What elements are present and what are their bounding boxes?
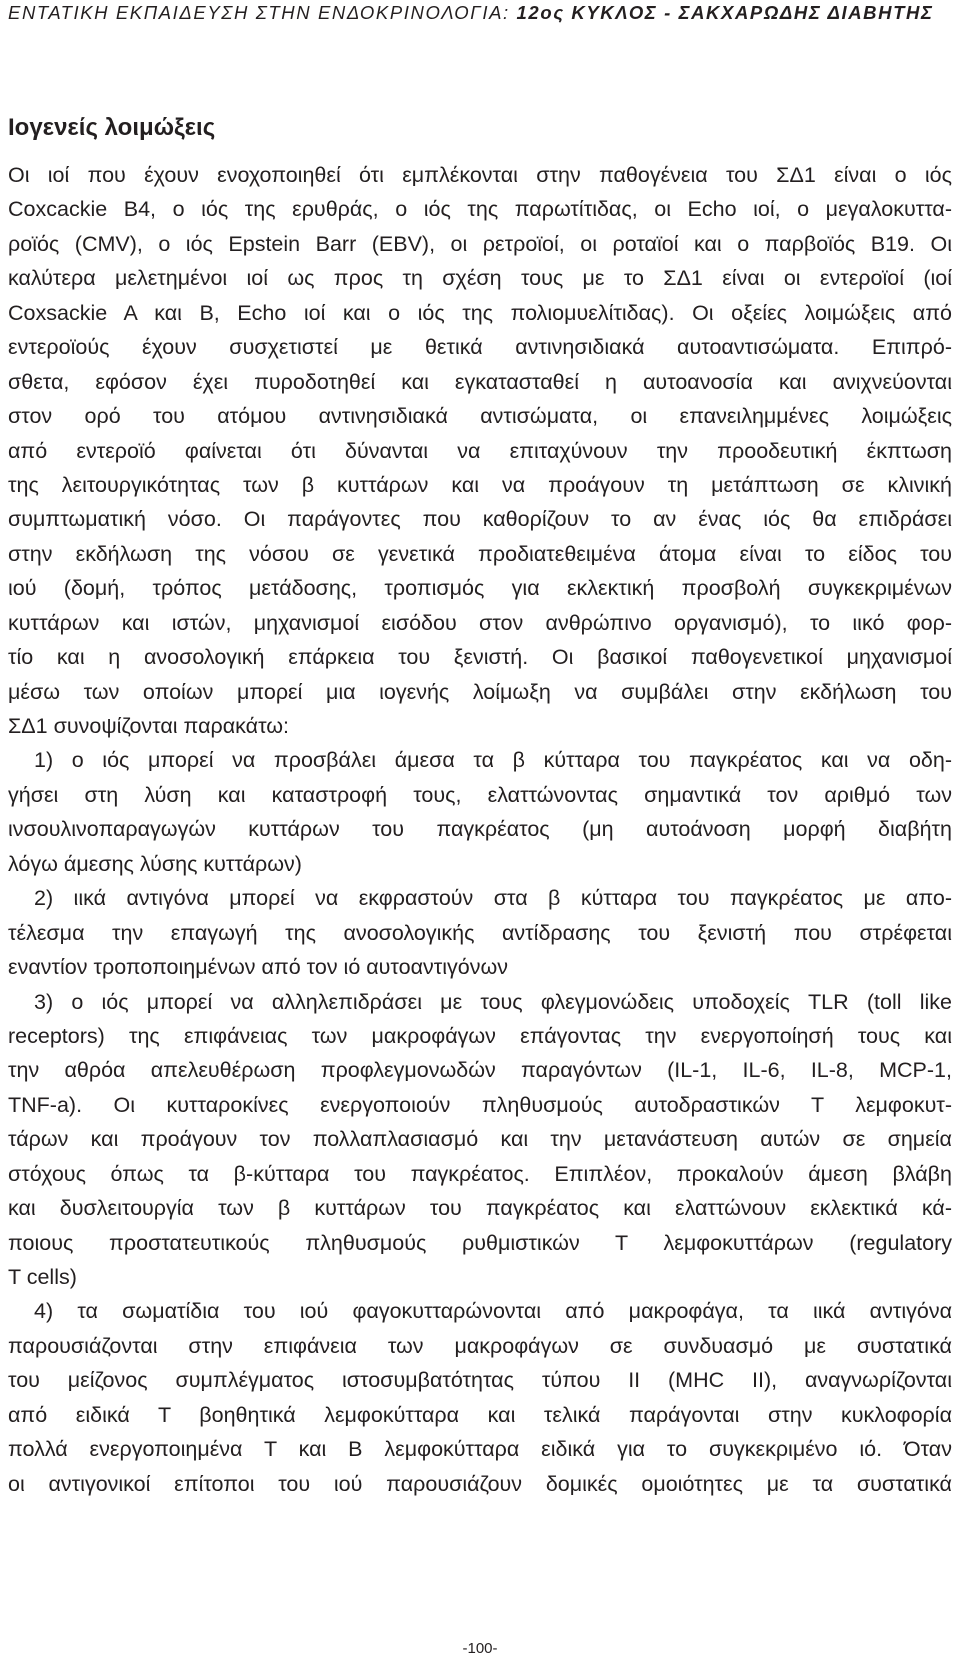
- running-header-title: ΕΝΤΑΤΙΚΗ ΕΚΠΑΙΔΕΥΣΗ ΣΤΗΝ ΕΝΔΟΚΡΙΝΟΛΟΓΙΑ:: [8, 2, 517, 23]
- text-line: εναντίον τροποποιημένων από τον ιό αυτοαντιγόνων: [8, 955, 509, 980]
- text-line: ιού (δομή, τρόπος μετάδοσης, τροπισμός για εκλεκτική προσβολή συγκεκριμένων: [8, 576, 952, 601]
- text-line: στον ορό του ατόμου αντινησιδιακά αντισώματα, οι επανειλημμένες λοιμώξεις: [8, 404, 952, 429]
- text-line: κυττάρων και ιστών, μηχανισμοί εισόδου στον ανθρώπινο οργανισμό), το ιικό φορ-: [8, 610, 952, 635]
- text-line: 4) τα σωματίδια του ιού φαγοκυτταρώνονται από μακροφάγα, τα ιικά αντιγόνα: [34, 1299, 952, 1324]
- text-line: και δυσλειτουργία των β κυττάρων του παγκρέατος και ελαττώνουν εκλεκτικά κά-: [8, 1196, 952, 1221]
- text-line: στην εκδήλωση της νόσου σε γενετικά προδιατεθειμένα άτομα είναι το είδος του: [8, 541, 952, 566]
- text-line: τάρων και προάγουν τον πολλαπλασιασμό και την μετανάστευση αυτών σε σημεία: [8, 1127, 952, 1152]
- text-line: πολλά ενεργοποιημένα Τ και Β λεμφοκύτταρα ειδικά για το συγκεκριμένο ιό. Όταν: [8, 1437, 952, 1462]
- text-line: τίο και η ανοσολογική επάρκεια του ξενιστή. Οι βασικοί παθογενετικοί μηχανισμοί: [8, 645, 952, 670]
- text-line: ΣΔ1 συνοψίζονται παρακάτω:: [8, 714, 290, 738]
- text-line: του μείζονος συμπλέγματος ιστοσυμβατότητας τύπου ΙΙ (MHC II), αναγνωρίζονται: [8, 1368, 952, 1393]
- text-line: 3) ο ιός μπορεί να αλληλεπιδράσει με τους φλεγμονώδεις υποδοχείς TLR (toll like: [34, 989, 952, 1014]
- text-line: ποιους προστατευτικούς πληθυσμούς ρυθμιστικών Τ λεμφοκυττάρων (regulatory: [8, 1230, 952, 1255]
- text-line: παρουσιάζονται στην επιφάνεια των μακροφάγων σε συνδυασμό με συστατικά: [8, 1333, 952, 1358]
- text-line: 1) ο ιός μπορεί να προσβάλει άμεσα τα β κύτταρα του παγκρέατος και να οδη-: [34, 748, 952, 773]
- text-line: εντεροϊούς έχουν συσχετιστεί με θετικά αντινησιδιακά αυτοαντισώματα. Επιπρό-: [8, 335, 952, 360]
- text-line: 2) ιικά αντιγόνα μπορεί να εκφραστούν στα β κύτταρα του παγκρέατος με απο-: [34, 886, 952, 911]
- text-line: ινσουλινοπαραγωγών κυττάρων του παγκρέατος (μη αυτοάνοση μορφή διαβήτη: [8, 817, 952, 842]
- text-line: τέλεσμα την επαγωγή της ανοσολογικής αντίδρασης του ξενιστή που στρέφεται: [8, 920, 952, 945]
- text-line: Coxsackie A και B, Echo ιοί και ο ιός της πολιομυελίτιδας). Οι οξείες λοιμώξεις από: [8, 300, 952, 325]
- section-title: Ιογενείς λοιμώξεις: [8, 114, 216, 141]
- page-number: -100-: [462, 1640, 498, 1657]
- running-header-cycle: 12ος ΚΥΚΛΟΣ - ΣΑΚΧΑΡΩΔΗΣ ΔΙΑΒΗΤΗΣ: [516, 2, 934, 23]
- body-text: [8, 158, 952, 1501]
- text-line: λόγω άμεσης λύσης κυττάρων): [8, 851, 302, 876]
- text-line: από εντεροϊό φαίνεται ότι δύνανται να επιταχύνουν την προοδευτική έκπτωση: [8, 438, 952, 463]
- text-line: την αθρόα απελευθέρωση προφλεγμονωδών παραγόντων (IL-1, IL-6, IL-8, MCP-1,: [8, 1058, 952, 1083]
- text-line: ροϊός (CMV), ο ιός Epstein Barr (EBV), οι ρετροϊοί, οι ροταϊοί και ο παρβοϊός B19. Οι: [8, 231, 952, 256]
- running-header: [8, 2, 952, 24]
- text-line: καλύτερα μελετημένοι ιοί ως προς τη σχέση τους με το ΣΔ1 είναι οι εντεροϊοί (ιοί: [8, 266, 952, 291]
- text-line: γήσει στη λύση και καταστροφή τους, ελαττώνοντας σημαντικά τον αριθμό των: [8, 782, 952, 807]
- text-line: TNF-a). Οι κυτταροκίνες ενεργοποιούν πληθυσμούς αυτοδραστικών Τ λεμφοκυτ-: [8, 1092, 952, 1117]
- text-line: μέσω των οποίων μπορεί μια ιογενής λοίμωξη να συμβάλει στην εκδήλωση του: [8, 679, 952, 704]
- text-line: της λειτουργικότητας των β κυττάρων και να προάγουν τη μετάπτωση σε κλινική: [8, 472, 952, 497]
- text-line: Coxcackie B4, ο ιός της ερυθράς, ο ιός της παρωτίτιδας, οι Echo ιοί, ο μεγαλοκυττα-: [8, 197, 952, 222]
- text-line: συμπτωματική νόσο. Οι παράγοντες που καθορίζουν το αν ένας ιός θα επιδράσει: [8, 507, 952, 532]
- text-line: σθετα, εφόσον έχει πυροδοτηθεί και εγκατασταθεί η αυτοανοσία και ανιχνεύονται: [8, 369, 952, 394]
- text-line: από ειδικά Τ βοηθητικά λεμφοκύτταρα και τελικά παράγονται στην κυκλοφορία: [8, 1402, 952, 1427]
- text-line: οι αντιγονικοί επίτοποι του ιού παρουσιάζουν δομικές ομοιότητες με τα συστατικά: [8, 1471, 952, 1496]
- text-line: receptors) της επιφάνειας των μακροφάγων επάγοντας την ενεργοποίησή τους και: [8, 1023, 952, 1048]
- text-line: στόχους όπως τα β-κύτταρα του παγκρέατος. Επιπλέον, προκαλούν άμεση βλάβη: [8, 1161, 952, 1186]
- text-line: T cells): [8, 1265, 77, 1289]
- text-line: Οι ιοί που έχουν ενοχοποιηθεί ότι εμπλέκονται στην παθογένεια του ΣΔ1 είναι ο ιός: [8, 163, 952, 187]
